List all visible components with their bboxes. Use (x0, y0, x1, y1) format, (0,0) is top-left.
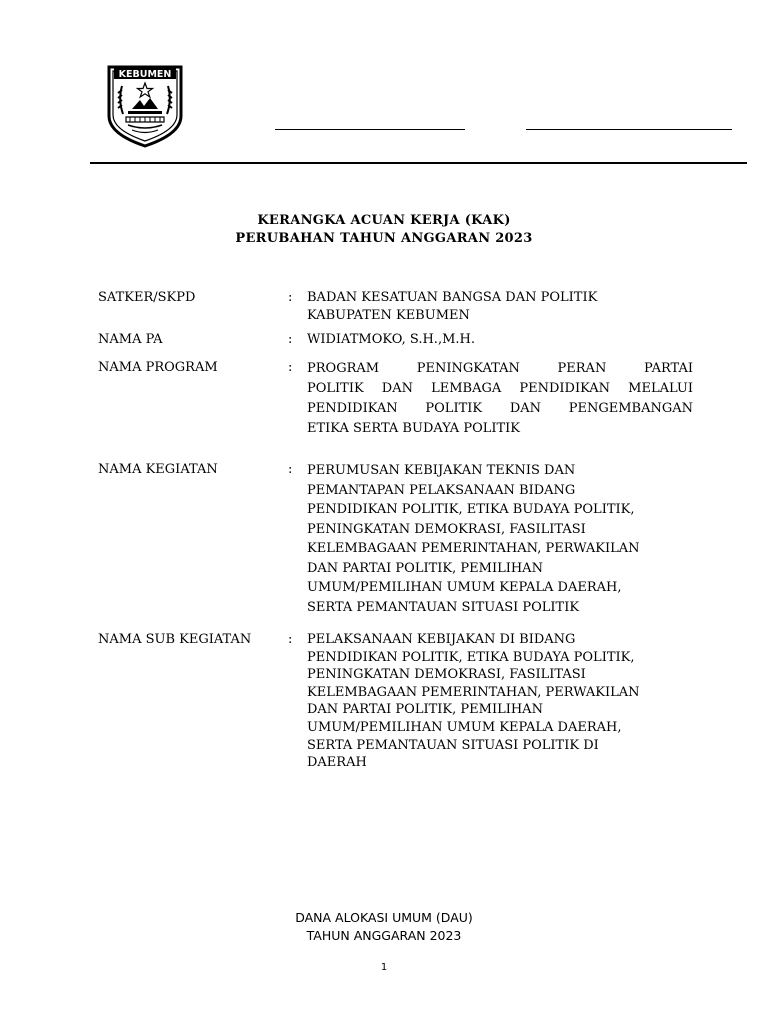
value-line: KELEMBAGAAN PEMERINTAHAN, PERWAKILAN (307, 541, 640, 556)
value-line: KABUPATEN KEBUMEN (307, 307, 470, 323)
value-line: PENDIDIKAN POLITIK DAN PENGEMBANGAN (307, 401, 693, 416)
value-line: PEMANTAPAN PELAKSANAAN BIDANG (307, 482, 576, 498)
value-line: UMUM/PEMILIHAN UMUM KEPALA DAERAH, (307, 580, 622, 595)
field-label: SATKER/SKPD (98, 290, 196, 305)
value-line: PROGRAM PENINGKATAN PERAN PARTAI (307, 361, 693, 376)
field-separator: : (288, 290, 293, 305)
logo-text: KEBUMEN (118, 69, 172, 80)
value-line: PENDIDIKAN POLITIK, ETIKA BUDAYA POLITIK, (307, 649, 635, 665)
field-value (307, 631, 693, 772)
field-label: NAMA PROGRAM (98, 360, 218, 375)
field-label: NAMA PA (98, 332, 163, 347)
value-line: POLITIK DAN LEMBAGA PENDIDIKAN MELALUI (307, 381, 693, 396)
field-separator: : (288, 360, 293, 375)
value-line: SERTA PEMANTAUAN SITUASI POLITIK (307, 599, 580, 615)
signature-line-2 (526, 129, 732, 130)
value-line: DAERAH (307, 755, 367, 771)
value-line: PERUMUSAN KEBIJAKAN TEKNIS DAN (307, 463, 576, 478)
field-separator: : (288, 332, 293, 347)
value-line: SERTA PEMANTAUAN SITUASI POLITIK DI (307, 737, 599, 753)
footer-fiscal-year: TAHUN ANGGARAN 2023 (306, 928, 462, 943)
value-line: ETIKA SERTA BUDAYA POLITIK (307, 421, 521, 436)
document-subtitle: PERUBAHAN TAHUN ANGGARAN 2023 (235, 231, 533, 246)
value-line: PENINGKATAN DEMOKRASI, FASILITASI (307, 521, 586, 537)
field-separator: : (288, 632, 293, 647)
value-line: PENDIDIKAN POLITIK, ETIKA BUDAYA POLITIK, (307, 502, 635, 517)
header-divider (90, 162, 747, 164)
field-value (307, 461, 693, 617)
value-line: UMUM/PEMILIHAN UMUM KEPALA DAERAH, (307, 719, 622, 735)
signature-line-1 (275, 129, 465, 130)
field-label: NAMA KEGIATAN (98, 462, 218, 477)
value-line: WIDIATMOKO, S.H.,M.H. (307, 332, 475, 347)
field-value (307, 359, 693, 439)
field-separator: : (288, 462, 293, 477)
value-line: BADAN KESATUAN BANGSA DAN POLITIK (307, 290, 598, 305)
value-line: DAN PARTAI POLITIK, PEMILIHAN (307, 560, 543, 576)
value-line: PELAKSANAAN KEBIJAKAN DI BIDANG (307, 632, 576, 647)
kebumen-coat-of-arms-icon (106, 64, 184, 148)
value-line: DAN PARTAI POLITIK, PEMILIHAN (307, 702, 543, 718)
field-value (307, 289, 693, 324)
page-number: 1 (380, 962, 388, 973)
footer-funding-source: DANA ALOKASI UMUM (DAU) (295, 910, 473, 925)
value-line: KELEMBAGAAN PEMERINTAHAN, PERWAKILAN (307, 684, 640, 700)
field-value (307, 331, 693, 349)
document-title: KERANGKA ACUAN KERJA (KAK) (257, 213, 511, 228)
field-label: NAMA SUB KEGIATAN (98, 632, 252, 647)
value-line: PENINGKATAN DEMOKRASI, FASILITASI (307, 667, 586, 683)
